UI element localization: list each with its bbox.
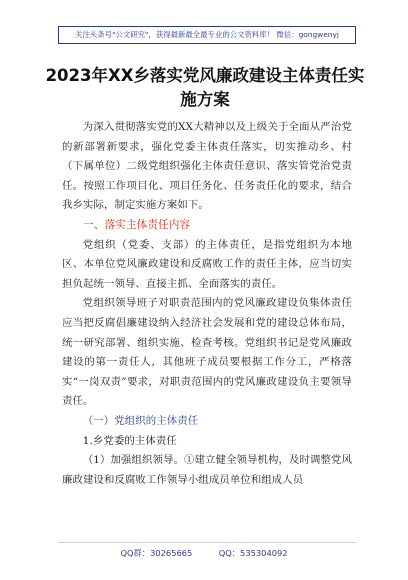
sub-subsection-heading: 1.乡党委的主体责任	[82, 434, 177, 447]
body-paragraph: 党组织（党委、支部）的主体责任，是指党组织为本地区、本单位党风廉政建设和反腐败工作的责任主体，应当切实担负起统一领导、直接主抓、全面落实的责任。	[62, 238, 352, 290]
body-paragraph: 党组织领导班子对职责范围内的党风廉政建设负集体责任应当把反腐倡廉建设纳入经济社会发展和党的建设总体布局，统一研究部署、组织实施、检查考核。党组织书记是党风廉政建设的第一责任人，其他班子成员要根据工作分工，严格落实“一岗双责”要求，对职责范围内的党风廉政建设负主要领导责任。	[62, 297, 352, 408]
document-title: 2023年XX乡落实党风廉政建设主体责任实施方案	[45, 66, 365, 109]
body-paragraph: （1）加强组织领导。①建立健全领导机构，及时调整党风廉政建设和反腐败工作领导小组成员单位和组成人员	[62, 454, 352, 486]
section-heading: 一、落实主体责任内容	[83, 218, 191, 231]
footer-divider	[58, 542, 356, 543]
header-banner: 关注头条号"公文研究"，获得最新最全最专业的公文资料库！ 微信：gongwenyj	[58, 26, 356, 44]
footer-contact: QQ群：30265665 QQ：535304092	[120, 548, 288, 558]
subsection-heading: （一）党组织的主体责任	[82, 414, 199, 427]
document-body	[62, 118, 352, 490]
intro-paragraph: 为深入贯彻落实党的XX大精神以及上级关于全面从严治党的新部署新要求，强化党委主体责任落实，切实推动乡、村（下属单位）二级党组织强化主体责任意识、落实管党治党责任。按照工作项目化、项目任务化、任务责任化的要求，结合我乡实际，制定实施方案如下。	[62, 121, 352, 212]
